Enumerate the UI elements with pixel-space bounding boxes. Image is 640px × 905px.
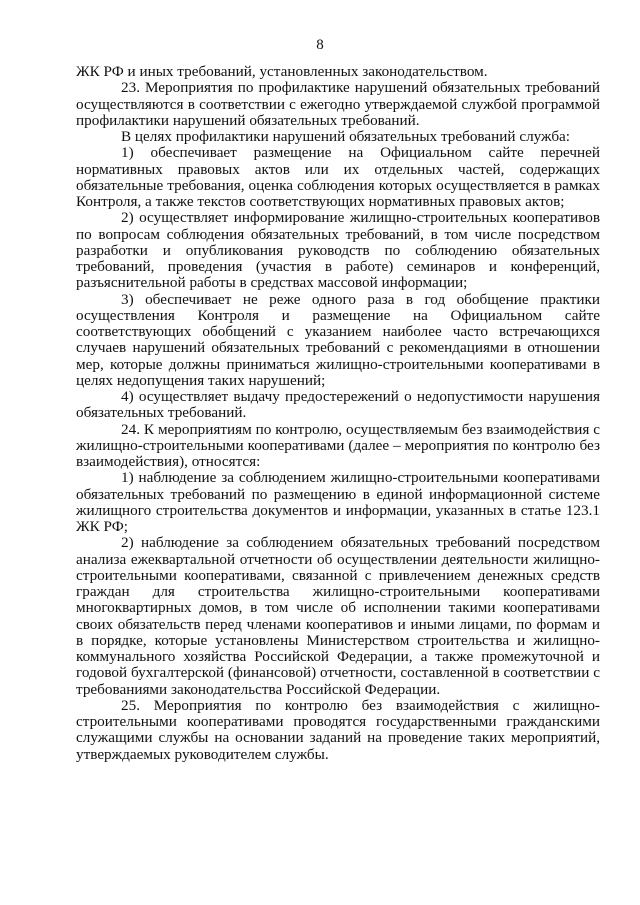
- paragraph: ЖК РФ и иных требований, установленных законодательством.: [76, 63, 488, 80]
- paragraph: 23. Мероприятия по профилактике нарушений обязательных требований осуществляются в соответствии с ежегодно утверждаемой службой программой профилактики нарушений обязательных требований.: [76, 79, 600, 129]
- paragraph: 1) обеспечивает размещение на Официальном сайте перечней нормативных правовых актов или их отдельных частей, содержащих обязательные требования, оценка соблюдения которых осуществляется в рамках Контроля, а также текстов соответствующих нормативных правовых актов;: [76, 144, 600, 210]
- paragraph: 25. Мероприятия по контролю без взаимодействия с жилищно-строительными кооперативами проводятся государственными гражданскими служащими службы на основании заданий на проведение таких мероприятий, утверждаемых руководителем службы.: [76, 696, 600, 763]
- paragraph: 4) осуществляет выдачу предостережений о недопустимости нарушения обязательных требований.: [76, 388, 600, 422]
- paragraph: 3) обеспечивает не реже одного раза в год обобщение практики осуществления Контроля и размещение на Официальном сайте соответствующих обобщений с указанием наиболее часто встречающихся случаев нарушений обязательных требований с рекомендациями в отношении мер, которые должны приниматься жилищно-строительными кооперативами в целях недопущения таких нарушений;: [76, 290, 600, 389]
- document-body: [76, 64, 600, 763]
- paragraph: 1) наблюдение за соблюдением жилищно-строительными кооперативами обязательных требований по размещению в единой информационной системе жилищного строительства документов и информации, указанных в статье 123.1 ЖК РФ;: [76, 469, 600, 535]
- paragraph: 24. К мероприятиям по контролю, осуществляемым без взаимодействия с жилищно-строительными кооперативами (далее – мероприятия по контролю без взаимодействия), относятся:: [76, 420, 600, 470]
- paragraph: 2) наблюдение за соблюдением обязательных требований посредством анализа ежеквартальной отчетности об осуществлении деятельности жилищно-строительными кооперативами, связанной с привлечением денежных средств граждан для строительства жилищно-строительными кооперативами многоквартирных домов, в том числе об исполнении такими кооперативами своих обязательств перед членами кооперативов и иными лицами, по формам и в порядке, которые установлены Министерством строительства и жилищно-коммунального хозяйства Российской Федерации, а также промежуточной и годовой бухгалтерской (финансовой) отчетности, составленной в соответствии с требованиями законодательства Российской Федерации.: [76, 534, 600, 698]
- paragraph: 2) осуществляет информирование жилищно-строительных кооперативов по вопросам соблюдения обязательных требований, в том числе посредством разработки и опубликования руководств по соблюдению обязательных требований, проведения (участия в работе) семинаров и конференций, разъяснительной работы в средствах массовой информации;: [76, 209, 600, 292]
- paragraph: В целях профилактики нарушений обязательных требований служба:: [121, 128, 571, 145]
- page-number: 8: [316, 37, 324, 53]
